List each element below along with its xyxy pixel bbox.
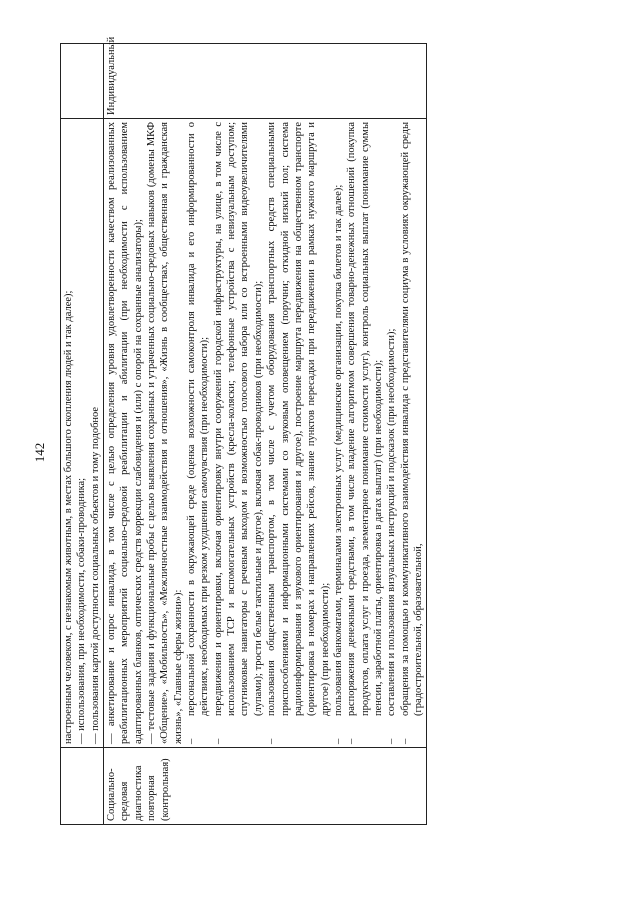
continuation-line: настроенным человеком, с незнакомым животным, в местах большого скопления людей и так далее); — [63, 290, 74, 744]
title-line: диагностика — [132, 765, 144, 821]
paragraph-survey: — анкетирование и опрос инвалида, в том числе с целью определения уровня удовлетворенности качеством реализованных реабилитационных мероприятий социально-средовой реабилитации и абилитации (при необходимости с использованием адаптированных бланков, оптических средств коррекции слабовидения и (или) с опорой на сохранные анализаторы); — [106, 122, 144, 744]
table-row-continuation — [61, 44, 104, 825]
list-item-text: персональной сохранности в окружающей среде (оценка возможности самоконтроля инвалида и его информированности о действиях, необходимых при резком ухудшении самочувствия (при необходимости); — [186, 122, 211, 716]
table-row-diagnostics — [104, 44, 427, 825]
paragraph-tests: — тестовые задания и функциональные пробы с целью выявления сохранных и утраченных социально-средовых навыков (домены МКФ «Общение», «Мобильность», «Межличностные взаимодействия и отношения», «Жизнь в сообществах, общественная и гражданская жизнь», «Главные сферы жизни»): — [146, 122, 184, 744]
dash-bullet: – — [266, 738, 278, 744]
dash-bullet: – — [346, 738, 358, 744]
dash-bullet: – — [399, 738, 411, 744]
cell-empty-format — [61, 44, 104, 119]
list-item-text: пользования общественным транспортом, в том числе с учетом оборудования транспортных средств специальными приспособлениями и информационными системами со звуковым оповещением (поручни; откидной низкий пол; система радиоинформирования и звукового ориентирования и другое), построение маршрута передвижения на общественном транспорте (ориентировка в номерах и направлениях рейсов, знание пунктов пересадки при передвижении в рамках нужного маршрута и другое) (при необходимости); — [266, 122, 331, 716]
dash-bullet: – — [212, 738, 224, 744]
list-item — [265, 122, 332, 744]
title-line: повторная — [146, 775, 158, 821]
title-line: (контрольная) — [159, 758, 171, 821]
cell-format — [104, 36, 427, 119]
list-item-text: составления и пользования визуальных инструкций и подсказок (при необходимости); — [386, 328, 398, 716]
cell-empty-title — [61, 748, 104, 825]
continuation-line: — использования, при необходимости, собаки-проводника; — [76, 477, 88, 744]
continuation-line: — пользования картой доступности социальных объектов и тому подобное — [89, 406, 101, 744]
list-item — [212, 122, 265, 744]
format-label: Индивидуальный — [106, 36, 118, 115]
rehabilitation-table — [60, 36, 427, 825]
list-item — [385, 122, 398, 744]
list-item — [185, 122, 212, 744]
list-item-text: распоряжения денежными средствами, в том числе владение алгоритмом совершения товарно-денежных отношений (покупка продуктов, оплата услуг и проезда, элементарное понимание стоимости услуг), контроль социальных выплат (понимание суммы пенсии, заработной платы, ориентировка в датах выплат) (при необходимости); — [346, 122, 384, 716]
list-item-text: передвижения и ориентировки, включая ориентировку внутри сооружений городской инфраструктуры, на улице, в том числе с использованием ТСР и вспомогательных устройств (кресла-коляски; телефонные устройства с невизуальным доступом; спутниковые навигаторы с речевым выходом и возможностью голосового набора или со встроенными видеоувеличителями (лупами); трости белые тактильные и другое), включая собак-проводников (при необходимости); — [212, 122, 264, 716]
cell-title — [104, 748, 427, 825]
dash-bullet: – — [386, 738, 398, 744]
list-item-text: пользования банкоматами, терминалами электронных услуг (медицинские организации, покупка билетов и так далее); — [332, 184, 344, 716]
list-item-text: обращения за помощью и коммуникативного взаимодействия инвалида с представителями социума в условиях окружающей среды (градостроительной, образовательной, — [399, 122, 424, 716]
list-item — [345, 122, 385, 744]
list-item — [332, 122, 345, 744]
title-line: средовая — [119, 781, 131, 821]
dash-bullet: – — [186, 738, 198, 744]
title-line: Социально- — [106, 768, 118, 821]
page-number: 142 — [32, 442, 47, 463]
cell-description — [104, 119, 427, 748]
cell-continuation — [61, 119, 104, 748]
list-item — [399, 122, 426, 744]
dash-bullet: – — [332, 738, 344, 744]
